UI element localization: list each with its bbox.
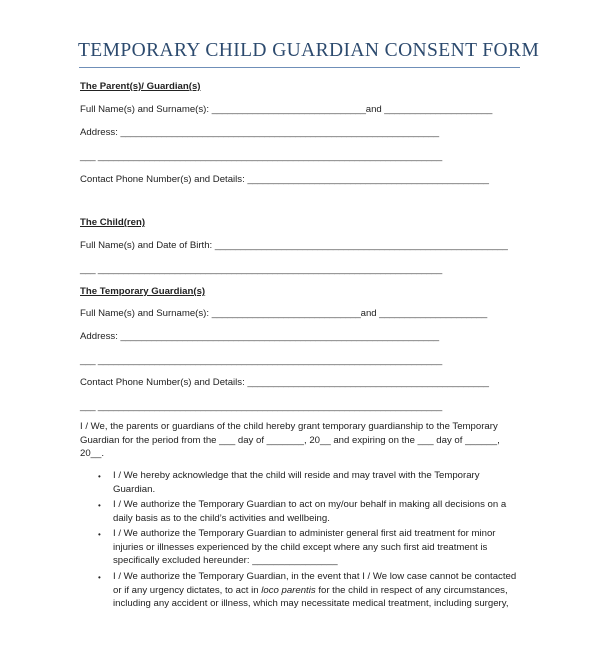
bullet-item-2 xyxy=(113,498,506,525)
bullet-4-line-3: including any accident or illness, which may necessitate medical treatment, including surgery, xyxy=(113,598,509,609)
child-name-row xyxy=(80,240,508,252)
parents-address-label: Address: xyxy=(80,127,121,138)
bullet-marker: • xyxy=(98,501,101,510)
temp-name-field-2[interactable]: _____________________ xyxy=(376,308,487,319)
section-heading-temporary-guardian: The Temporary Guardian(s) xyxy=(80,286,206,297)
bullet-2-line-1: I / We authorize the Temporary Guardian to act on my/our behalf in making all decisions on a xyxy=(113,499,507,510)
section-heading-child: The Child(ren) xyxy=(80,217,146,228)
bullet-item-4 xyxy=(113,570,516,611)
consent-line-2: Guardian for the period from the ___ day of _______, 20__ and expiring on the ___ day of ______, xyxy=(80,434,500,446)
parents-name-label: Full Name(s) and Surname(s): xyxy=(80,104,212,115)
bullet-item-3 xyxy=(113,527,496,568)
consent-line-1: I / We, the parents or guardians of the child hereby grant temporary guardianship to the Temporary xyxy=(80,421,498,432)
temp-name-row xyxy=(80,308,487,320)
parents-phone-label: Contact Phone Number(s) and Details: xyxy=(80,174,248,185)
bullet-marker: • xyxy=(98,530,101,539)
child-name-field[interactable]: _________________________________________________________ xyxy=(214,240,508,251)
child-name-label: Full Name(s) and Date of Birth: xyxy=(80,240,215,251)
bullet-marker: • xyxy=(98,573,101,582)
temp-name-field-1[interactable]: _____________________________ xyxy=(211,308,361,319)
parents-phone-field[interactable]: _______________________________________________ xyxy=(247,174,489,185)
temp-phone-field-line-2[interactable]: ___ ___________________________________________________________________ xyxy=(80,401,442,412)
temp-address-label: Address: xyxy=(80,331,121,342)
parents-phone-row xyxy=(80,174,489,186)
temp-phone-row xyxy=(80,377,489,389)
temp-address-row xyxy=(80,331,439,343)
temp-name-label: Full Name(s) and Surname(s): xyxy=(80,308,212,319)
parents-address-field[interactable]: ______________________________________________________________ xyxy=(120,127,439,138)
bullet-1-line-1: I / We hereby acknowledge that the child will reside and may travel with the Temporary xyxy=(113,470,480,481)
bullet-4-line-2-start: or if any urgency dictates, to act in xyxy=(113,584,262,596)
bullet-1-line-2: Guardian. xyxy=(113,483,156,495)
bullet-2-line-2: daily basis as to the child’s activities and wellbeing. xyxy=(113,512,330,524)
temp-address-field-line-2[interactable]: ___ ___________________________________________________________________ xyxy=(80,355,442,366)
bullet-marker: • xyxy=(98,472,101,481)
consent-paragraph xyxy=(80,420,520,461)
bullet-3-line-2: injuries or illnesses experienced by the child except where any such first aid treatment is xyxy=(113,541,488,553)
bullet-4-line-2-end: for the child in respect of any circumstances, xyxy=(315,584,508,596)
title-divider xyxy=(79,67,520,68)
parents-name-field-1[interactable]: ______________________________ xyxy=(211,104,366,115)
temp-phone-label: Contact Phone Number(s) and Details: xyxy=(80,377,248,388)
consent-line-3: 20__. xyxy=(80,448,105,459)
bullet-3-line-1: I / We authorize the Temporary Guardian to administer general first aid treatment for minor xyxy=(113,528,496,539)
bullet-4-line-1: I / We authorize the Temporary Guardian, in the event that I / We low case cannot be contacted xyxy=(113,571,517,582)
temp-phone-field[interactable]: _______________________________________________ xyxy=(247,377,489,388)
child-name-field-line-2[interactable]: ___ ___________________________________________________________________ xyxy=(80,264,442,275)
bullet-4-line-2 xyxy=(113,584,516,598)
bullet-3-line-3: specifically excluded hereunder: ________________ xyxy=(113,555,338,566)
section-heading-parents: The Parent(s)/ Guardian(s) xyxy=(80,81,201,92)
temp-and-label: and xyxy=(360,308,377,319)
parents-address-field-line-2[interactable]: ___ ___________________________________________________________________ xyxy=(80,151,442,162)
parents-name-row xyxy=(80,104,492,116)
parents-name-field-2[interactable]: _____________________ xyxy=(381,104,493,115)
parents-and-label: and xyxy=(365,104,382,115)
bullet-item-1 xyxy=(113,469,480,496)
loco-parentis-text: loco parentis xyxy=(261,584,316,596)
parents-address-row xyxy=(80,127,439,139)
form-title: TEMPORARY CHILD GUARDIAN CONSENT FORM xyxy=(78,40,540,61)
temp-address-field[interactable]: ______________________________________________________________ xyxy=(120,331,439,342)
